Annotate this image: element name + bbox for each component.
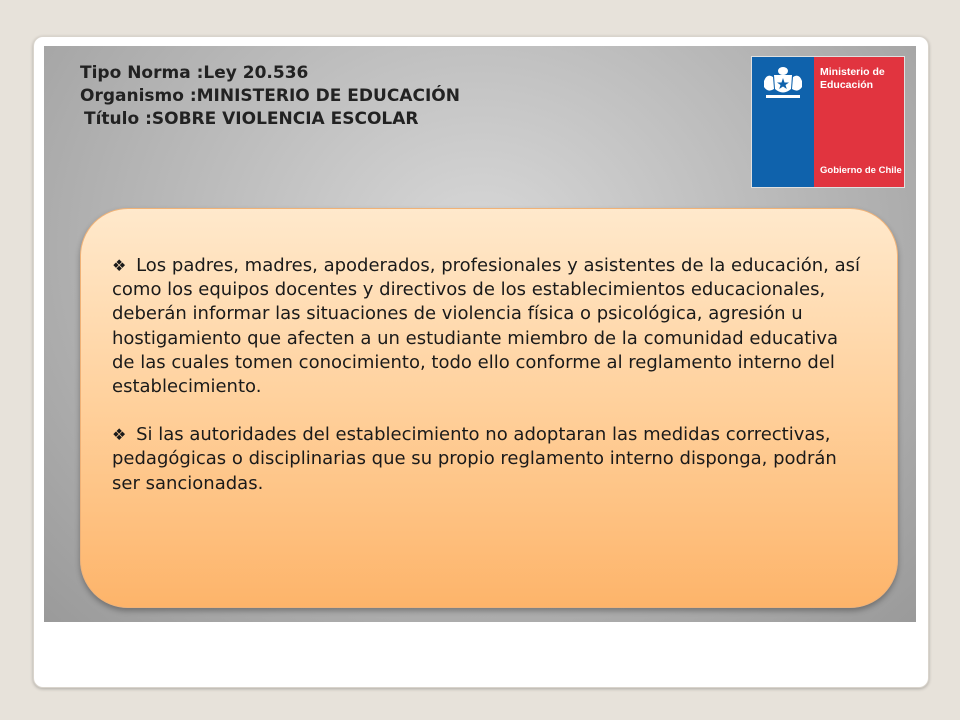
ministry-name bbox=[820, 66, 885, 92]
organismo: Organismo :MINISTERIO DE EDUCACIÓN bbox=[80, 86, 460, 106]
norm-header bbox=[80, 62, 460, 131]
ministry-line1: Ministerio de bbox=[820, 66, 885, 78]
coat-of-arms-icon bbox=[758, 63, 808, 103]
diamond-bullet-icon: ❖ bbox=[112, 425, 127, 445]
tipo-norma: Tipo Norma :Ley 20.536 bbox=[80, 63, 309, 83]
government-name: Gobierno de Chile bbox=[820, 165, 902, 176]
diamond-bullet-icon: ❖ bbox=[112, 256, 127, 275]
titulo: Título :SOBRE VIOLENCIA ESCOLAR bbox=[84, 109, 419, 129]
paragraph-1-text: Los padres, madres, apoderados, profesionales y asistentes de la educación, así como los equipos docentes y directivos de los establecimientos educacionales, deberán informar las situaciones de violencia física o psicológica, agresión u hostigamiento que afecten a un estudiante miembro de la comunidad educativa de las cuales tomen conocimiento, todo ello conforme al reglamento interno del establecimiento. bbox=[112, 255, 861, 398]
paragraph-2-text: Si las autoridades del establecimiento no adoptaran las medidas correctivas, pedagógicas o disciplinarias que su propio reglamento interno disponga, podrán ser sancionadas. bbox=[112, 424, 837, 494]
ministry-logo bbox=[752, 57, 904, 187]
ministry-line2: Educación bbox=[820, 79, 874, 91]
paragraph-1 bbox=[112, 254, 862, 399]
content-text bbox=[112, 254, 862, 496]
paragraph-2 bbox=[112, 423, 862, 496]
